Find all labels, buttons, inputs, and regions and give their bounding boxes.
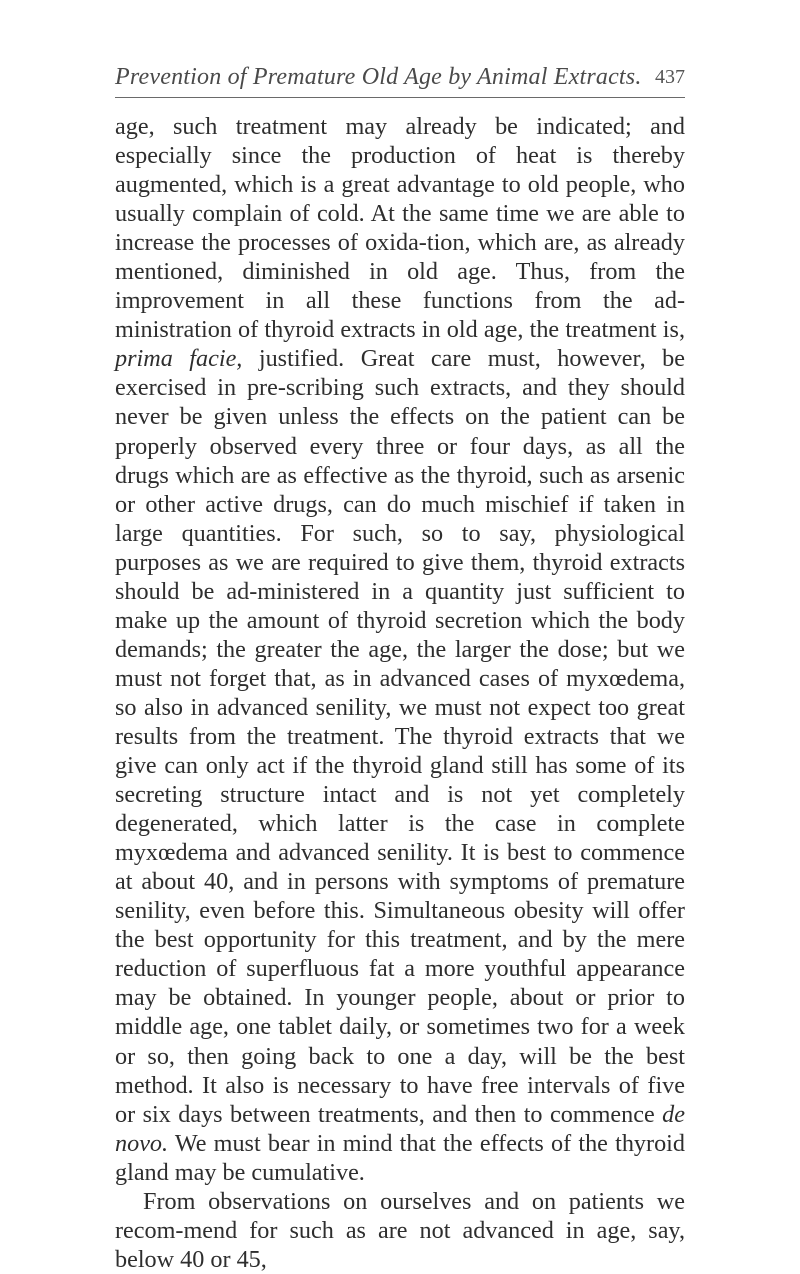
running-title: Prevention of Premature Old Age by Animal Extracts. [115, 64, 642, 90]
paragraph-1-part-2: justified. Great care must, however, be exercised in pre-scribing such extracts, and they should never be given unless the effects on the patient can be properly observed every three or four days, as all the drugs which are as effective as the thyroid, such as arsenic or other active drugs, can do much mischief if taken in large quantities. For such, so to say, physiological purposes as we are required to give them, thyroid extracts should be ad-ministered in a quantity just sufficient to make up the amount of thyroid secretion which the body demands; the greater the age, the larger the dose; but we must not forget that, as in advanced cases of myxœdema, so also in advanced senility, we must not expect too great results from the treatment. The thyroid extracts that we give can only act if the thyroid gland still has some of its secreting structure intact and is not yet completely degenerated, which latter is the case in complete myxœdema and advanced senility. It is best to commence at about 40, and in persons with symptoms of premature senility, even before this. Simultaneous obesity will offer the best opportunity for this treatment, and by the mere reduction of superfluous fat a more youthful appearance may be obtained. In younger people, about or prior to middle age, one tablet daily, or sometimes two for a week or so, then going back to one a day, will be the best method. It also is necessary to have free intervals of five or six days between treatments, and then to commence [115, 345, 686, 1128]
header-rule [115, 97, 685, 98]
paragraph-continued [115, 112, 685, 1187]
paragraph-2: From observations on ourselves and on patients we recom-mend for such as are not advanced in age, say, below 40 or 45, [115, 1187, 685, 1273]
latin-phrase-prima-facie: prima facie, [115, 345, 243, 373]
paragraph-1-part-3: We must bear in mind that the effects of the thyroid gland may be cumulative. [115, 1129, 685, 1186]
page-number: 437 [655, 66, 685, 88]
running-head [115, 64, 685, 96]
body-text [115, 112, 685, 1274]
latin-phrase-de-novo: de novo. [115, 1100, 685, 1157]
paragraph-1-part-1: age, such treatment may already be indicated; and especially since the production of heat is thereby augmented, which is a great advantage to old people, who usually complain of cold. At the same time we are able to increase the processes of oxida-tion, which are, as already mentioned, diminished in old age. Thus, from the improvement in all these functions from the ad-ministration of thyroid extracts in old age, the treatment is, [115, 113, 685, 344]
